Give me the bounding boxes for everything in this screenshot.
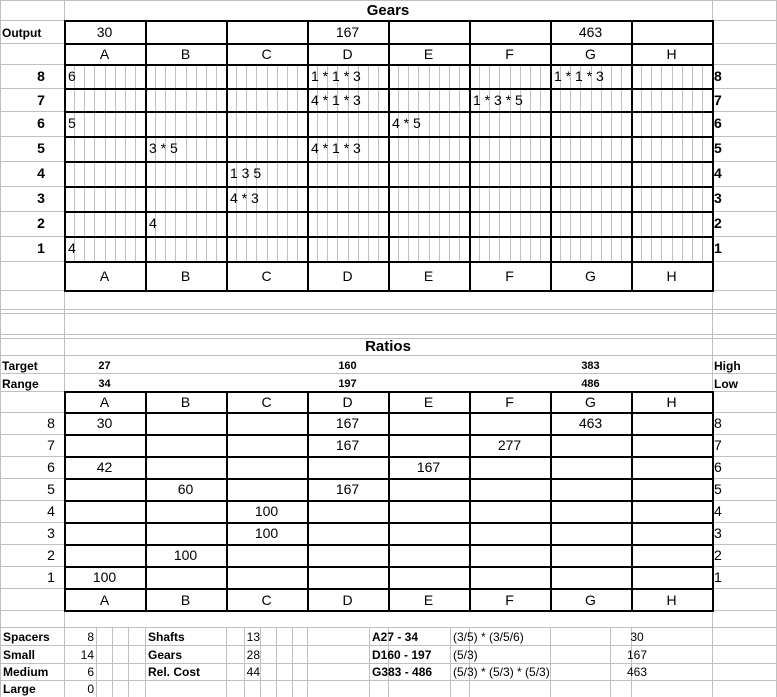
target-label: Target xyxy=(2,359,38,373)
grid-line xyxy=(712,20,714,292)
ratio-formula: (5/3) xyxy=(453,648,478,662)
ratio-col-footer-A: A xyxy=(99,592,110,608)
ratio-col-footer-F: F xyxy=(505,592,514,608)
grid-line xyxy=(651,64,652,262)
gear-row-label-right-7: 7 xyxy=(714,92,722,108)
ratio-col-footer-C: C xyxy=(261,592,272,608)
ratio-cell[interactable]: 277 xyxy=(497,437,522,453)
grid-line xyxy=(388,391,390,612)
grid-line xyxy=(125,64,126,262)
gears-title: Gears xyxy=(366,2,410,19)
gear-cell[interactable]: 4 * 3 xyxy=(230,190,259,206)
grid-line xyxy=(307,20,309,292)
stat-value: 28 xyxy=(246,648,260,662)
ratio-row-label-left-4: 4 xyxy=(47,503,55,519)
grid-line xyxy=(0,0,1,697)
ratio-cell[interactable]: 167 xyxy=(416,459,441,475)
ratio-cell[interactable]: 167 xyxy=(335,481,360,497)
ratio-cell[interactable]: 100 xyxy=(173,547,198,563)
grid-line xyxy=(267,64,268,262)
ratio-col-header-F: F xyxy=(505,394,514,410)
gear-row-label-right-1: 1 xyxy=(714,240,722,256)
grid-line xyxy=(0,309,777,310)
gear-col-header-H: H xyxy=(666,46,677,62)
grid-line xyxy=(246,64,247,262)
gear-row-label-right-5: 5 xyxy=(714,140,722,156)
ratio-cell[interactable]: 100 xyxy=(92,569,117,585)
gear-output-value: 30 xyxy=(96,24,113,40)
grid-line xyxy=(175,64,176,262)
grid-line xyxy=(135,64,136,262)
grid-line xyxy=(145,391,147,612)
ratio-range-value: 197 xyxy=(338,378,357,390)
ratio-range-code: A27 - 34 xyxy=(372,630,419,644)
output-label: Output xyxy=(2,26,42,40)
gear-row-label-left-2: 2 xyxy=(37,215,45,231)
gear-row-label-left-7: 7 xyxy=(37,92,45,108)
grid-line xyxy=(580,64,581,262)
gear-cell[interactable]: 3 * 5 xyxy=(149,140,178,156)
grid-line xyxy=(226,20,228,292)
ratio-col-header-D: D xyxy=(342,394,353,410)
gear-col-header-D: D xyxy=(342,46,353,62)
ratio-cell[interactable]: 100 xyxy=(254,503,279,519)
ratio-cell[interactable]: 167 xyxy=(335,437,360,453)
count-label: Large xyxy=(3,682,36,696)
grid-line xyxy=(550,20,552,292)
grid-line xyxy=(369,627,370,697)
grid-line xyxy=(591,64,592,262)
ratio-row-label-left-7: 7 xyxy=(47,437,55,453)
ratio-row-label-right-6: 6 xyxy=(714,459,722,475)
ratio-cell[interactable]: 30 xyxy=(96,415,113,431)
gear-col-header-G: G xyxy=(585,46,596,62)
ratio-cell[interactable]: 100 xyxy=(254,525,279,541)
ratio-col-footer-G: G xyxy=(585,592,596,608)
ratio-row-label-left-1: 1 xyxy=(47,569,55,585)
stat-label: Gears xyxy=(148,648,183,662)
gear-output-value: 463 xyxy=(578,24,603,40)
ratio-result: 463 xyxy=(626,665,648,679)
grid-line xyxy=(256,64,257,262)
gear-row-label-left-4: 4 xyxy=(37,165,45,181)
gear-col-footer-H: H xyxy=(666,268,677,284)
gear-col-header-B: B xyxy=(180,46,191,62)
grid-line xyxy=(418,64,419,262)
gear-col-footer-F: F xyxy=(505,268,514,284)
grid-line xyxy=(429,64,430,262)
grid-line xyxy=(631,20,633,292)
count-label: Medium xyxy=(3,665,49,679)
grid-line xyxy=(105,64,106,262)
grid-line xyxy=(682,64,683,262)
gear-col-footer-B: B xyxy=(180,268,191,284)
ratio-range-value: 486 xyxy=(581,378,600,390)
count-value: 14 xyxy=(80,648,94,662)
gear-row-label-right-4: 4 xyxy=(714,165,722,181)
ratio-col-header-C: C xyxy=(261,394,272,410)
grid-line xyxy=(128,627,129,697)
ratio-row-label-right-2: 2 xyxy=(714,547,722,563)
gear-cell[interactable]: 5 xyxy=(68,115,76,131)
grid-line xyxy=(570,64,571,262)
ratio-range-code: G383 - 486 xyxy=(372,665,433,679)
gear-row-label-right-8: 8 xyxy=(714,68,722,84)
grid-line xyxy=(115,64,116,262)
grid-line xyxy=(388,20,390,292)
gear-col-footer-C: C xyxy=(261,268,272,284)
ratio-range-value: 34 xyxy=(98,378,111,390)
count-value: 8 xyxy=(87,630,94,644)
grid-line xyxy=(292,627,293,697)
ratio-row-label-left-2: 2 xyxy=(47,547,55,563)
grid-line xyxy=(226,391,228,612)
grid-line xyxy=(469,20,471,292)
grid-line xyxy=(64,20,66,292)
ratio-row-label-left-5: 5 xyxy=(47,481,55,497)
grid-line xyxy=(692,64,693,262)
ratio-col-header-B: B xyxy=(180,394,191,410)
grid-line xyxy=(631,391,633,612)
gear-row-label-left-3: 3 xyxy=(37,190,45,206)
gear-row-label-right-2: 2 xyxy=(714,215,722,231)
count-value: 0 xyxy=(87,682,94,696)
ratio-col-footer-H: H xyxy=(666,592,677,608)
ratio-target-value: 383 xyxy=(581,360,600,372)
gear-col-header-C: C xyxy=(261,46,272,62)
grid-line xyxy=(601,64,602,262)
stat-label: Rel. Cost xyxy=(148,665,201,679)
ratio-formula: (3/5) * (3/5/6) xyxy=(453,630,524,644)
grid-line xyxy=(702,64,703,262)
gear-cell[interactable]: 4 xyxy=(149,215,157,231)
gear-row-label-left-5: 5 xyxy=(37,140,45,156)
ratio-col-header-H: H xyxy=(666,394,677,410)
grid-line xyxy=(610,627,611,697)
grid-line xyxy=(0,0,777,1)
count-value: 6 xyxy=(87,665,94,679)
ratio-col-header-E: E xyxy=(423,394,434,410)
gear-cell[interactable]: 1 * 3 * 5 xyxy=(473,92,523,108)
ratio-result: 30 xyxy=(630,630,644,644)
grid-line xyxy=(96,627,97,697)
grid-line xyxy=(84,64,85,262)
ratio-col-footer-B: B xyxy=(180,592,191,608)
gear-cell[interactable]: 4 * 1 * 3 xyxy=(311,92,361,108)
count-label: Spacers xyxy=(3,630,50,644)
ratio-col-header-G: G xyxy=(585,394,596,410)
grid-line xyxy=(287,64,288,262)
grid-line xyxy=(560,64,561,262)
grid-line xyxy=(450,627,451,697)
grid-line xyxy=(661,64,662,262)
grid-line xyxy=(260,627,261,697)
ratio-row-label-right-4: 4 xyxy=(714,503,722,519)
grid-line xyxy=(196,64,197,262)
ratio-row-label-left-3: 3 xyxy=(47,525,55,541)
grid-line xyxy=(226,627,227,697)
grid-line xyxy=(0,334,777,335)
grid-line xyxy=(216,64,217,262)
grid-line xyxy=(145,627,146,697)
gear-cell[interactable]: 4 * 5 xyxy=(392,115,421,131)
gear-col-footer-D: D xyxy=(342,268,353,284)
gear-cell[interactable]: 6 xyxy=(68,68,76,84)
grid-line xyxy=(449,64,450,262)
grid-line xyxy=(0,313,777,314)
gear-cell[interactable]: 1 * 1 * 3 xyxy=(311,68,361,84)
grid-line xyxy=(712,391,714,612)
grid-line xyxy=(112,627,113,697)
grid-line xyxy=(206,64,207,262)
grid-line xyxy=(165,64,166,262)
gear-row-label-left-6: 6 xyxy=(37,115,45,131)
grid-line xyxy=(459,64,460,262)
grid-line xyxy=(408,64,409,262)
gear-col-footer-A: A xyxy=(99,268,110,284)
grid-line xyxy=(398,64,399,262)
grid-line xyxy=(307,391,309,612)
gear-row-label-right-6: 6 xyxy=(714,115,722,131)
grid-line xyxy=(550,391,552,612)
gear-cell[interactable]: 4 * 1 * 3 xyxy=(311,140,361,156)
ratio-target-value: 27 xyxy=(98,360,111,372)
grid-line xyxy=(276,627,277,697)
gear-row-label-right-3: 3 xyxy=(714,190,722,206)
ratio-row-label-right-7: 7 xyxy=(714,437,722,453)
grid-line xyxy=(277,64,278,262)
gear-row-label-left-8: 8 xyxy=(37,68,45,84)
ratio-row-label-right-3: 3 xyxy=(714,525,722,541)
ratio-target-value: 160 xyxy=(338,360,357,372)
high-label: High xyxy=(714,359,741,373)
ratio-cell[interactable]: 167 xyxy=(335,415,360,431)
ratio-result: 167 xyxy=(626,648,648,662)
ratios-title: Ratios xyxy=(365,338,411,355)
gear-col-header-E: E xyxy=(423,46,434,62)
ratio-formula: (5/3) * (5/3) * (5/3) xyxy=(453,665,550,679)
grid-line xyxy=(611,64,612,262)
grid-line xyxy=(186,64,187,262)
ratio-col-header-A: A xyxy=(99,394,110,410)
grid-line xyxy=(145,20,147,292)
grid-line xyxy=(641,64,642,262)
ratio-col-footer-D: D xyxy=(342,592,353,608)
ratio-cell[interactable]: 60 xyxy=(177,481,194,497)
stat-label: Shafts xyxy=(148,630,185,644)
grid-line xyxy=(307,627,308,697)
stat-value: 13 xyxy=(246,630,260,644)
gear-col-footer-E: E xyxy=(423,268,434,284)
gear-output-value: 167 xyxy=(335,24,360,40)
ratio-range-code: D160 - 197 xyxy=(372,648,432,662)
ratio-row-label-left-8: 8 xyxy=(47,415,55,431)
count-label: Small xyxy=(3,648,36,662)
ratio-row-label-left-6: 6 xyxy=(47,459,55,475)
grid-line xyxy=(74,64,75,262)
gear-col-header-A: A xyxy=(99,46,110,62)
stat-value: 44 xyxy=(246,665,260,679)
gear-cell[interactable]: 4 xyxy=(68,240,76,256)
grid-line xyxy=(155,64,156,262)
ratio-row-label-right-8: 8 xyxy=(714,415,722,431)
ratio-row-label-right-5: 5 xyxy=(714,481,722,497)
ratio-row-label-right-1: 1 xyxy=(714,569,722,585)
grid-line xyxy=(621,64,622,262)
grid-line xyxy=(469,391,471,612)
grid-line xyxy=(236,64,237,262)
ratio-cell[interactable]: 42 xyxy=(96,459,113,475)
gear-col-footer-G: G xyxy=(585,268,596,284)
grid-line xyxy=(672,64,673,262)
gear-row-label-left-1: 1 xyxy=(37,240,45,256)
gear-col-header-F: F xyxy=(505,46,514,62)
gear-cell[interactable]: 1 3 5 xyxy=(230,165,262,181)
grid-line xyxy=(64,391,66,612)
gear-cell[interactable]: 1 * 1 * 3 xyxy=(554,68,604,84)
low-label: Low xyxy=(714,377,738,391)
grid-line xyxy=(297,64,298,262)
range-label: Range xyxy=(2,377,39,391)
grid-line xyxy=(439,64,440,262)
ratio-col-footer-E: E xyxy=(423,592,434,608)
grid-line xyxy=(94,64,95,262)
ratio-cell[interactable]: 463 xyxy=(578,415,603,431)
